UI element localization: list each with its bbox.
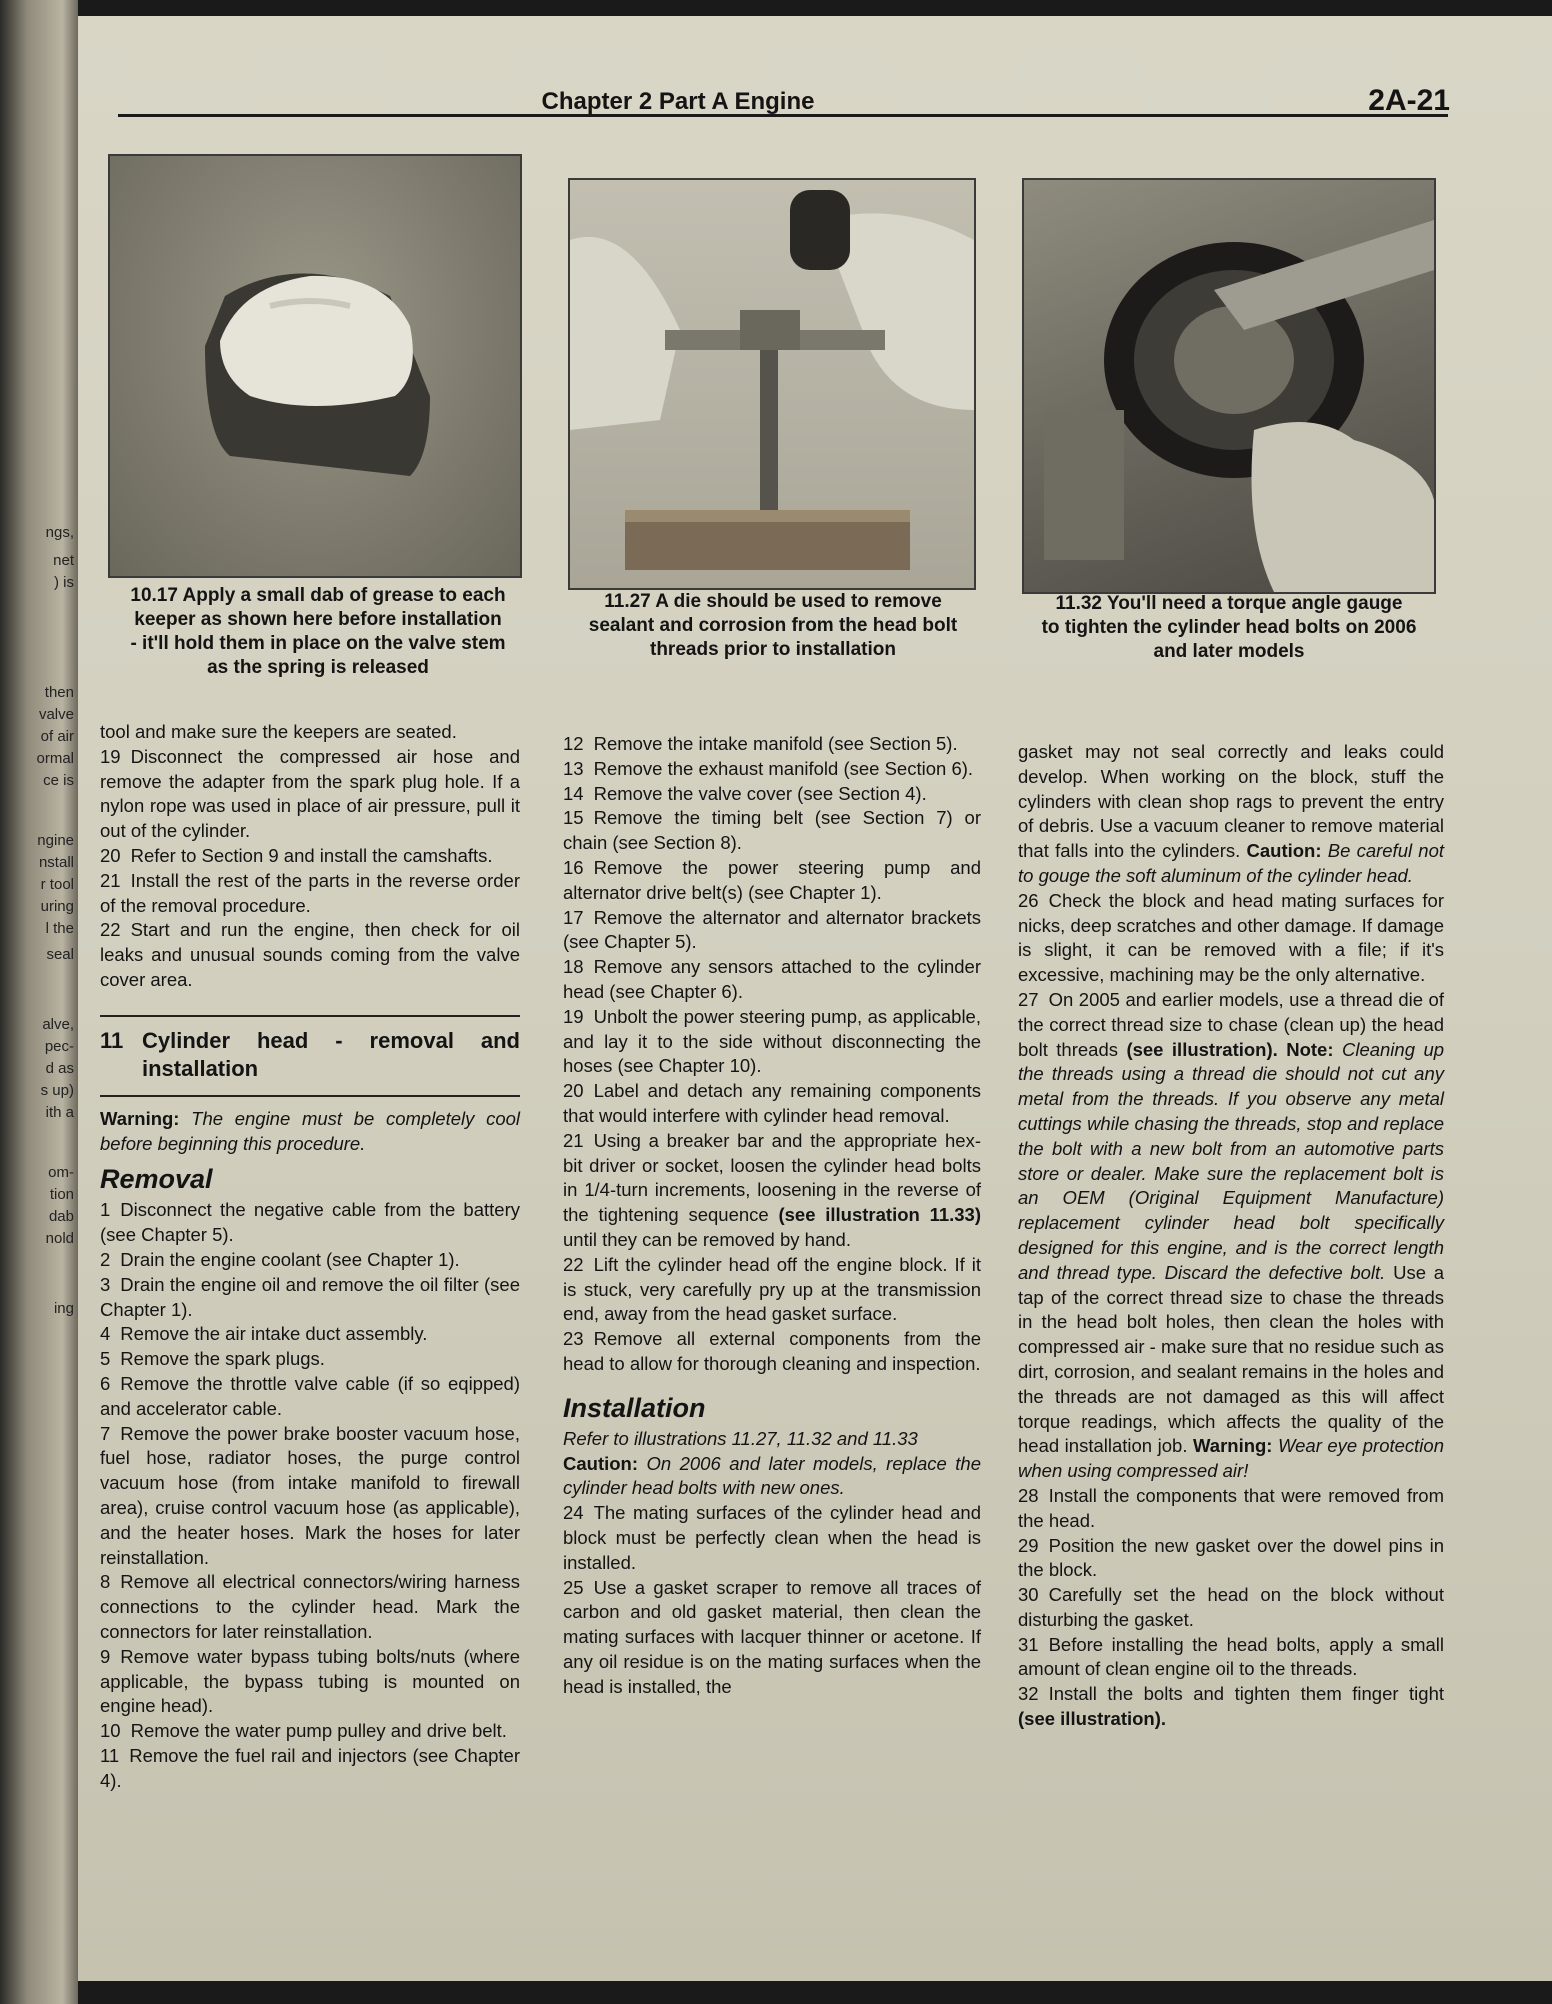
step-number: 17: [563, 906, 584, 928]
removal-step-1: [100, 1198, 520, 1248]
section-heading: [100, 1015, 520, 1097]
step-number: 16: [563, 856, 584, 878]
step-text: Remove the spark plugs.: [120, 1348, 325, 1370]
step-text: Remove the fuel rail and injectors (see Chapter 4).: [100, 1744, 520, 1791]
step-number: 27: [1018, 988, 1039, 1010]
adjacent-page-edge: [0, 0, 78, 2004]
step-text: until they can be removed by hand.: [563, 1228, 851, 1250]
step-text: Install the rest of the parts in the reverse order of the removal procedure.: [100, 869, 520, 916]
removal-step-9: [100, 1645, 520, 1719]
caption-10-17: [108, 584, 528, 680]
adjacent-page-text-fragment: pec-: [44, 1038, 74, 1055]
step-27: [1018, 988, 1444, 1484]
removal-step-4: [100, 1322, 520, 1347]
photo-thread-die: [568, 178, 976, 590]
step-number: 19: [563, 1005, 584, 1027]
illustration-reference: (see illustration).: [1018, 1708, 1167, 1730]
step-30: [1018, 1583, 1444, 1633]
step-21: [100, 869, 520, 919]
torque-gauge-illustration: [1024, 180, 1434, 592]
step-text: Install the components that were removed from the head.: [1018, 1484, 1444, 1531]
note-text: Cleaning up the threads using a thread die should not cut any metal from the threads. If you observe any metal cuttings while chasing the threads, stop and replace the bolt with a new bolt from an automotive parts store or dealer. Make sure the replacement bolt is an OEM (Original Equipment Manufacture) replacement cylinder head bolt specifically designed for this engine, and is the correct length and thread type. Discard the defective bolt.: [1018, 1038, 1445, 1283]
step-22: [100, 918, 520, 992]
step-23: [563, 1327, 981, 1377]
step-32: [1018, 1682, 1444, 1732]
step-number: 26: [1018, 889, 1039, 911]
step-number: 20: [563, 1080, 584, 1102]
step-number: 31: [1018, 1633, 1039, 1655]
adjacent-page-text-fragment: ormal: [36, 750, 74, 767]
step-12: [563, 732, 981, 757]
step-text: Disconnect the compressed air hose and remove the adapter from the spark plug hole. If a nylon rope was used in place of air pressure, pull it out of the cylinder.: [100, 745, 520, 842]
adjacent-page-text-fragment: s up): [40, 1082, 74, 1099]
caption-line: 11.32 You'll need a torque angle gauge: [1055, 593, 1403, 614]
removal-step-7: [100, 1422, 520, 1571]
adjacent-page-text-fragment: dab: [48, 1208, 74, 1225]
step-text: Remove the power brake booster vacuum hose, fuel hose, radiator hoses, the purge control vacuum hose (from intake manifold to firewall area), cruise control vacuum hose (as applicable), and the heater hoses. Mark the hoses for later reinstallation.: [100, 1422, 520, 1568]
step-number: 18: [563, 956, 584, 978]
step-31: [1018, 1633, 1444, 1683]
chapter-title: Chapter 2 Part A Engine: [541, 88, 815, 115]
removal-step-11: [100, 1744, 520, 1794]
step-text: On 2005 and earlier models, use a thread die of the correct thread size to chase (clean up) the head bolt threads: [1018, 988, 1444, 1060]
step-19: [100, 745, 520, 844]
removal-step-3: [100, 1273, 520, 1323]
caption-line: sealant and corrosion from the head bolt: [588, 615, 958, 636]
step-number: 19: [100, 745, 121, 767]
step-text: Remove the air intake duct assembly.: [120, 1323, 428, 1345]
step-text: Drain the engine oil and remove the oil filter (see Chapter 1).: [100, 1273, 520, 1320]
step-15: [563, 806, 981, 856]
step-24: [563, 1501, 981, 1575]
step-text: Remove the throttle valve cable (if so eqipped) and accelerator cable.: [100, 1372, 520, 1419]
step-25: [563, 1576, 981, 1700]
removal-heading: Removal: [100, 1164, 213, 1195]
caption-11-27: [568, 590, 978, 662]
step-19: [563, 1005, 981, 1079]
step-13: [563, 757, 981, 782]
photo-torque-angle-gauge: [1022, 178, 1436, 594]
step-number: 9: [100, 1645, 111, 1667]
adjacent-page-text-fragment: alve,: [42, 1016, 74, 1033]
adjacent-page-text-fragment: valve: [38, 706, 74, 723]
step-text: Label and detach any remaining components that would interfere with cylinder head removal.: [563, 1080, 981, 1126]
adjacent-page-text-fragment: then: [44, 684, 74, 701]
illustration-reference: (see illustration).: [1126, 1038, 1278, 1060]
section-title: Cylinder head - removal and installation: [142, 1027, 520, 1081]
adjacent-page-text-fragment: om-: [48, 1164, 74, 1181]
step-20: [563, 1079, 981, 1129]
step-number: 22: [563, 1253, 584, 1275]
illustration-reference: (see illustration 11.33): [778, 1204, 982, 1226]
warning-label: Warning:: [100, 1107, 180, 1129]
step-number: 15: [563, 807, 584, 829]
step-14: [563, 782, 981, 807]
adjacent-page-text-fragment: of air: [40, 728, 74, 745]
adjacent-page-text-fragment: ngs,: [45, 524, 74, 541]
adjacent-page-text-fragment: ith a: [45, 1104, 74, 1121]
step-number: 7: [100, 1422, 111, 1444]
caption-line: - it'll hold them in place on the valve stem: [130, 633, 506, 654]
step-text: Check the block and head mating surfaces for nicks, deep scratches and other damage. If damage is slight, it can be removed with a file; if it's excessive, machining may be the only alternative.: [1018, 889, 1444, 986]
header-rule: [118, 114, 1448, 117]
valve-keeper-illustration: [110, 156, 520, 576]
step-18: [563, 955, 981, 1005]
step-text: The mating surfaces of the cylinder head and block must be perfectly clean when the head is installed.: [563, 1502, 981, 1573]
step-text: Before installing the head bolts, apply a small amount of clean engine oil to the threads.: [1018, 1633, 1444, 1680]
step-text: Remove the exhaust manifold (see Section 6).: [593, 757, 974, 779]
step-text: Lift the cylinder head off the engine block. If it is stuck, very carefully pry up at the transmission end, away from the head gasket surface.: [563, 1253, 981, 1325]
step-text: Remove any sensors attached to the cylinder head (see Chapter 6).: [563, 956, 981, 1002]
step-text: Unbolt the power steering pump, as applicable, and lay it to the side without disconnecting the hoses (see Chapter 10).: [563, 1005, 981, 1077]
caution-text: Be careful not to gouge the soft aluminum of the cylinder head.: [1018, 840, 1445, 886]
caption-line: threads prior to installation: [650, 639, 896, 660]
adjacent-page-text-fragment: seal: [46, 946, 74, 963]
step-number: 6: [100, 1372, 111, 1394]
step-number: 21: [563, 1129, 584, 1151]
adjacent-page-text-fragment: uring: [40, 898, 74, 915]
step-text: Remove the timing belt (see Section 7) or chain (see Section 8).: [563, 807, 981, 854]
step-text: Position the new gasket over the dowel pins in the block.: [1018, 1534, 1444, 1581]
step-text: Remove the intake manifold (see Section 5).: [593, 733, 958, 754]
paragraph-text: gasket may not seal correctly and leaks could develop. When working on the block, stuff the cylinders with clean shop rags to prevent the entry of debris. Use a vacuum cleaner to remove material that falls into the cylinders.: [1018, 741, 1444, 862]
step-number: 13: [563, 757, 584, 779]
caption-line: as the spring is released: [207, 657, 429, 678]
adjacent-page-text-fragment: net: [53, 552, 74, 569]
thread-die-illustration: [570, 180, 974, 588]
adjacent-page-text-fragment: tion: [49, 1186, 74, 1203]
step-number: 29: [1018, 1534, 1039, 1556]
step-number: 5: [100, 1348, 111, 1370]
step-number: 32: [1018, 1683, 1039, 1705]
caution-text: On 2006 and later models, replace the cylinder head bolts with new ones.: [563, 1452, 982, 1499]
step-text: Use a gasket scraper to remove all traces of carbon and old gasket material, then clean the mating surfaces with lacquer thinner or acetone. If any oil residue is on the mating surfaces when the head is installed, the: [563, 1576, 981, 1697]
step-number: 12: [563, 733, 584, 754]
adjacent-page-text-fragment: ing: [53, 1300, 74, 1317]
removal-step-2: [100, 1248, 520, 1273]
page-number: 2A-21: [1368, 84, 1450, 117]
refer-text: Refer to illustrations 11.27, 11.32 and 11.33: [563, 1427, 918, 1449]
warning-label: Warning:: [1193, 1435, 1273, 1457]
step-number: 14: [563, 782, 584, 804]
paragraph: tool and make sure the keepers are seated.: [100, 721, 457, 742]
step-text: Remove the valve cover (see Section 4).: [593, 782, 927, 804]
caution-label: Caution:: [1246, 840, 1322, 862]
text-column-3: [1018, 740, 1444, 1732]
adjacent-page-text-fragment: nstall: [38, 854, 74, 871]
step-text: Drain the engine coolant (see Chapter 1).: [120, 1248, 460, 1270]
adjacent-page-text-fragment: ce is: [43, 772, 74, 789]
step-text: Install the bolts and tighten them finger tight: [1048, 1683, 1444, 1705]
text-column-2: [563, 732, 981, 1699]
step-text: Using a breaker bar and the appropriate hex-bit driver or socket, loosen the cylinder head bolts in 1/4-turn increments, loosening in the reverse of the tightening sequence: [563, 1129, 981, 1226]
removal-step-6: [100, 1372, 520, 1422]
warning-paragraph: [100, 1107, 520, 1157]
step-20: [100, 844, 520, 869]
removal-step-5: [100, 1347, 520, 1372]
step-number: 20: [100, 844, 121, 866]
installation-heading: Installation: [563, 1392, 706, 1423]
caution-paragraph: [563, 1452, 981, 1502]
adjacent-page-text-fragment: l the: [45, 920, 74, 937]
caption-line: to tighten the cylinder head bolts on 2006: [1041, 617, 1417, 638]
section-number: 11: [100, 1027, 124, 1053]
step-number: 11: [100, 1744, 120, 1766]
step-number: 21: [100, 869, 121, 891]
refer-line: [563, 1427, 981, 1452]
step-17: [563, 906, 981, 956]
adjacent-page-text-fragment: d as: [45, 1060, 74, 1077]
step-text: Use a tap of the correct thread size to chase the threads in the head bolt holes, then clean the holes with compressed air - make sure that no residue such as dirt, corrosion, and sealant remains in the holes and the threads are not damaged as this will affect torque readings, which affects the quality of the head installation job.: [1018, 1261, 1445, 1457]
note-label: Note:: [1286, 1038, 1334, 1060]
adjacent-page-text-fragment: nold: [45, 1230, 74, 1247]
step-21: [563, 1129, 981, 1253]
adjacent-page-text-fragment: ) is: [54, 574, 74, 591]
step-number: 8: [100, 1571, 111, 1593]
step-number: 1: [100, 1199, 111, 1221]
caption-line: keeper as shown here before installation: [134, 609, 502, 630]
adjacent-page-text-fragment: ngine: [37, 832, 74, 849]
step-text: Remove water bypass tubing bolts/nuts (where applicable, the bypass tubing is mounted on engine head).: [100, 1645, 520, 1717]
step-number: 23: [563, 1328, 584, 1350]
photo-valve-keeper: [108, 154, 522, 578]
step-number: 4: [100, 1323, 111, 1345]
caption-11-32: [1022, 592, 1436, 664]
step-26: [1018, 889, 1444, 988]
removal-step-8: [100, 1570, 520, 1644]
manual-page: [78, 16, 1552, 1981]
text-column-1: [100, 720, 520, 1793]
step-29: [1018, 1534, 1444, 1584]
step-16: [563, 856, 981, 906]
step-text: Remove all electrical connectors/wiring harness connections to the cylinder head. Mark the connectors for later reinstallation.: [100, 1571, 520, 1642]
step-text: Refer to Section 9 and install the camshafts.: [130, 844, 493, 866]
step-text: Carefully set the head on the block without disturbing the gasket.: [1018, 1584, 1444, 1630]
step-text: Disconnect the negative cable from the battery (see Chapter 5).: [100, 1199, 520, 1246]
step-28: [1018, 1484, 1444, 1534]
step-22: [563, 1253, 981, 1327]
warning-text: The engine must be completely cool before beginning this procedure.: [100, 1107, 521, 1154]
warning-text: Wear eye protection when using compressed air!: [1018, 1435, 1444, 1482]
step-text: Remove the alternator and alternator brackets (see Chapter 5).: [563, 906, 981, 953]
caption-line: and later models: [1153, 641, 1305, 662]
step-number: 3: [100, 1273, 111, 1295]
removal-step-10: [100, 1719, 520, 1744]
step-number: 2: [100, 1248, 111, 1270]
caution-label: Caution:: [563, 1452, 639, 1474]
adjacent-page-text-fragment: r tool: [40, 876, 74, 893]
step-number: 28: [1018, 1484, 1039, 1506]
step-number: 30: [1018, 1584, 1039, 1606]
step-text: Remove all external components from the head to allow for thorough cleaning and inspection.: [563, 1328, 981, 1374]
step-text: Remove the power steering pump and alternator drive belt(s) (see Chapter 1).: [563, 856, 981, 903]
step-number: 24: [563, 1502, 584, 1524]
step-number: 22: [100, 919, 121, 941]
step-number: 25: [563, 1576, 584, 1598]
caption-line: 11.27 A die should be used to remove: [604, 591, 942, 612]
step-text: Start and run the engine, then check for oil leaks and unusual sounds coming from the valve cover area.: [100, 919, 520, 990]
caption-line: 10.17 Apply a small dab of grease to each: [130, 585, 506, 606]
step-number: 10: [100, 1720, 121, 1742]
continued-paragraph: [1018, 740, 1444, 889]
step-text: Remove the water pump pulley and drive belt.: [130, 1720, 507, 1742]
